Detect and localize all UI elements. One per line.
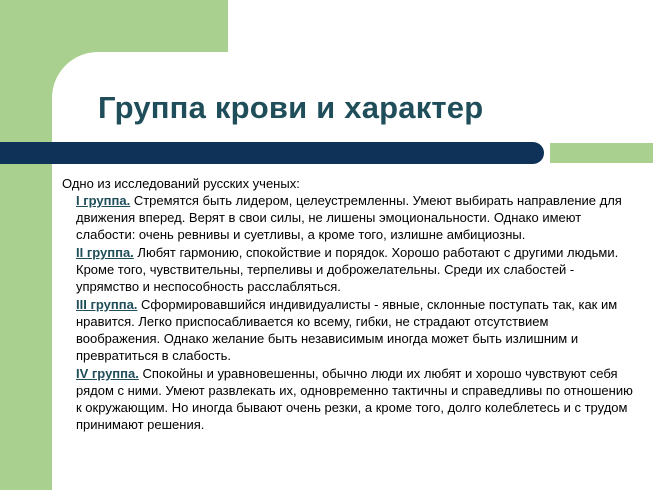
intro-text: Одно из исследований русских ученых: (62, 176, 300, 191)
group-1-title: I группа. (76, 193, 131, 208)
blood-group-1 (62, 192, 634, 243)
group-4-title: IV группа. (76, 366, 139, 381)
slide-body (62, 175, 634, 433)
blood-group-3 (62, 296, 634, 364)
blood-group-4 (62, 365, 634, 433)
group-2-text: Любят гармонию, спокойствие и порядок. Хорошо работают с другими людьми. Кроме того, чувствительны, терпеливы и доброжелательны. Среди их слабостей - упрямство и неспособность расслабляться. (76, 245, 619, 294)
group-2-title: II группа. (76, 245, 134, 260)
group-3-text: Сформировавшийся индивидуалисты - явные, склонные поступать так, как им нравится. Легко приспосабливается ко всему, гибки, не страдают отсутствием воображения. Однако желание быть независимым иногда может быть излишним и превратиться в слабость. (76, 297, 618, 363)
group-4-text: Спокойны и уравновешенны, обычно люди их любят и хорошо чувствуют себя рядом с ними. Умеют развлекать их, одновременно тактичны и справедливы по отношению к окружающим. Но иногда бывают очень резки, а кроме того, долго колеблетесь и с трудом принимают решения. (76, 366, 633, 432)
title-bar-accent (550, 143, 653, 163)
group-3-title: III группа. (76, 297, 138, 312)
group-1-text: Стремятся быть лидером, целеустремленны. Умеют выбирать направление для движения вперед. Верят в свои силы, не лишены эмоциональности. Однако имеют слабости: очень ревнивы и суетливы, а кроме того, излишне амбициозны. (76, 193, 622, 242)
slide-title: Группа крови и характер (98, 90, 484, 125)
blood-group-2 (62, 244, 634, 295)
title-underline-bar (0, 142, 544, 164)
